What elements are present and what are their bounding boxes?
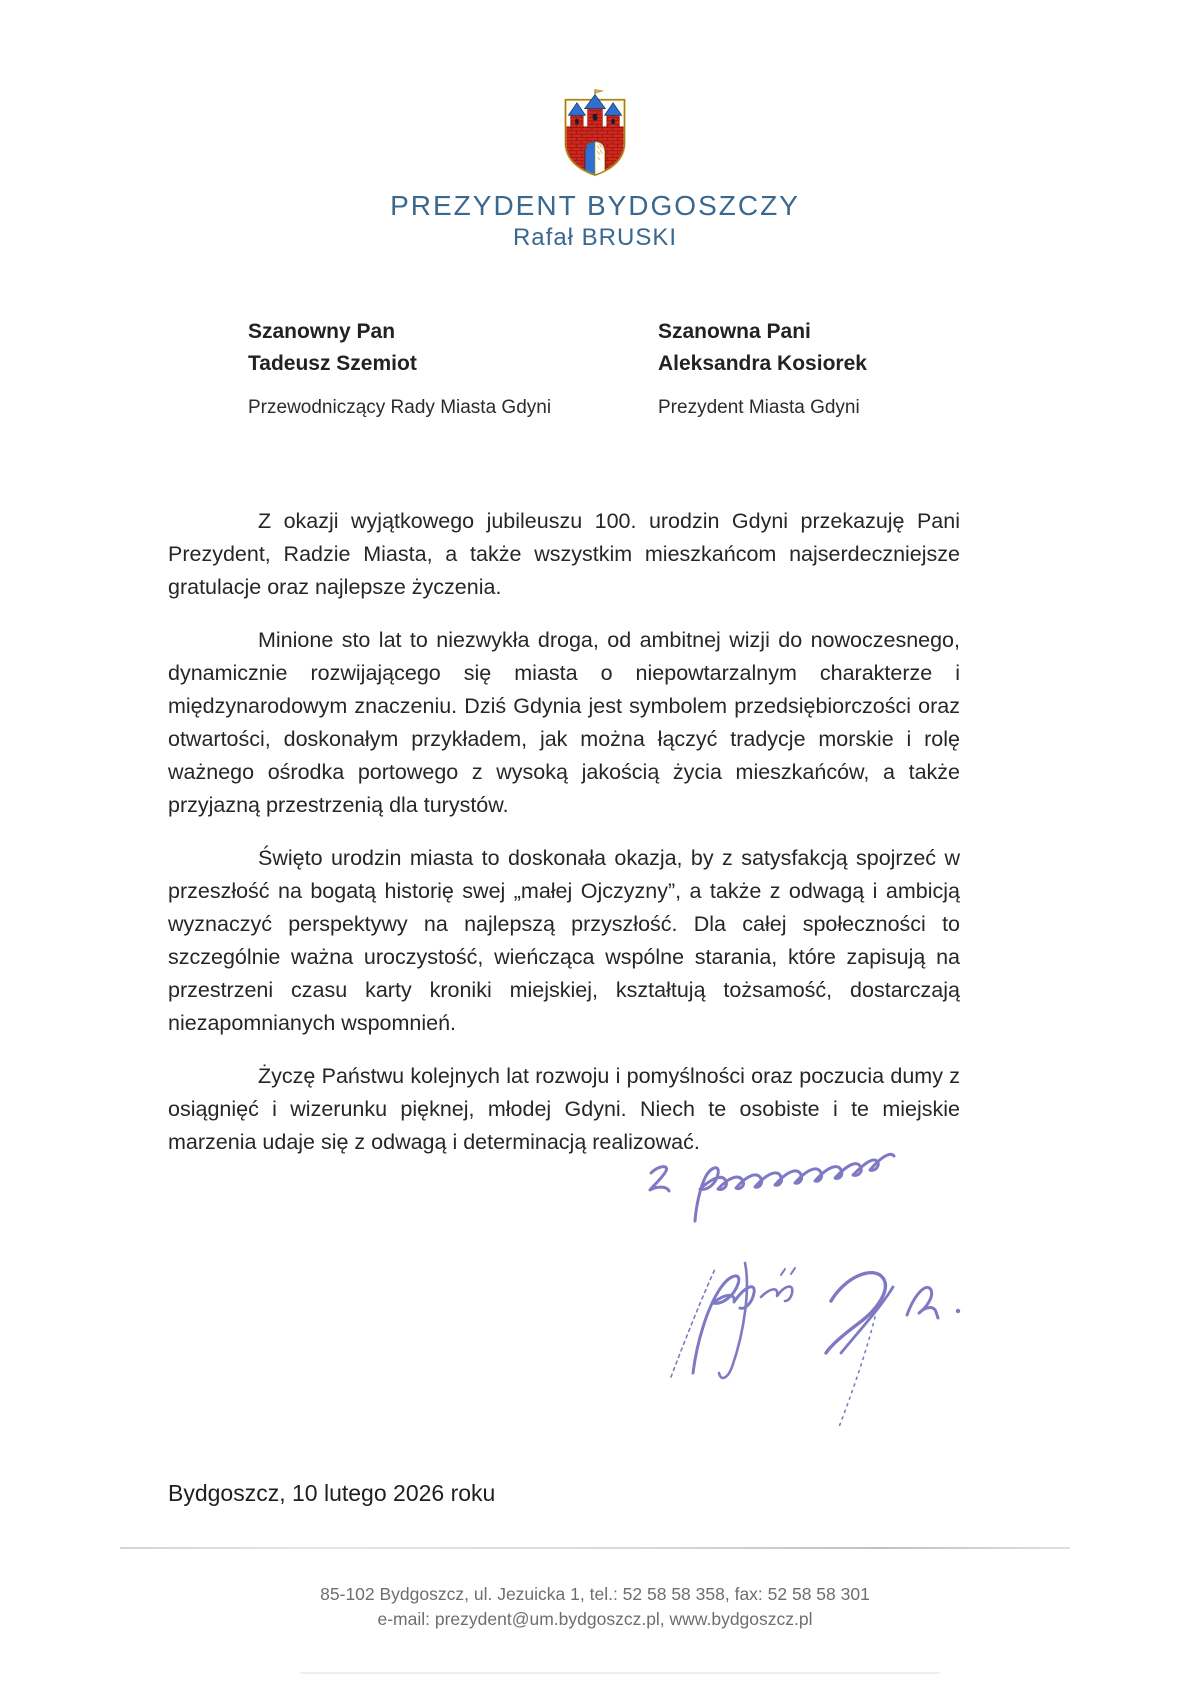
dateline: Bydgoszcz, 10 lutego 2026 roku	[168, 1480, 496, 1506]
recipient-left-title: Przewodniczący Rady Miasta Gdyni	[248, 397, 552, 418]
recipient-right-title: Prezydent Miasta Gdyni	[658, 397, 860, 418]
letterhead-office-title: PREZYDENT BYDGOSZCZY	[390, 190, 800, 221]
scan-edge-artifact	[300, 1672, 940, 1674]
bydgoszcz-crest-icon	[557, 88, 633, 183]
letter-body	[168, 505, 960, 1179]
paragraph-4: Życzę Państwu kolejnych lat rozwoju i pomyślności oraz poczucia dumy z osiągnięć i wizerunku pięknej, młodej Gdyni. Niech te osobiste i te miejskie marzenia udaje się z odwagą i determinacją realizować.	[168, 1064, 960, 1154]
footer-address-line: 85-102 Bydgoszcz, ul. Jezuicka 1, tel.: 52 58 58 358, fax: 52 58 58 301	[320, 1584, 870, 1604]
recipient-left	[248, 316, 648, 419]
footer-contact-line: e-mail: prezydent@um.bydgoszcz.pl, www.bydgoszcz.pl	[377, 1609, 813, 1629]
recipient-left-salutation: Szanowny Pan	[248, 320, 396, 343]
recipient-right-name: Aleksandra Kosiorek	[658, 352, 867, 375]
recipient-left-name: Tadeusz Szemiot	[248, 352, 417, 375]
handwritten-signature	[575, 1125, 1015, 1445]
footer-divider	[120, 1547, 1070, 1549]
paragraph-2: Minione sto lat to niezwykła droga, od ambitnej wizji do nowoczesnego, dynamicznie rozwijającego się miasta o niepowtarzalnym charakterze i międzynarodowym znaczeniu. Dziś Gdynia jest symbolem przedsiębiorczości oraz otwartości, doskonałym przykładem, jak można łączyć tradycje morskie i rolę ważnego ośrodka portowego z wysoką jakością życia mieszkańców, a także przyjazną przestrzenią dla turystów.	[168, 628, 960, 817]
paragraph-3: Święto urodzin miasta to doskonała okazja, by z satysfakcją spojrzeć w przeszłość na bogatą historię swej „małej Ojczyzny”, a także z odwagą i ambicją wyznaczyć perspektywy na najlepszą przyszłość. Dla całej społeczności to szczególnie ważna uroczystość, wieńcząca wspólne starania, które zapisują na przestrzeni czasu karty kroniki miejskiej, kształtują tożsamość, dostarczają niezapomnianych wspomnień.	[168, 846, 960, 1035]
recipient-right-salutation: Szanowna Pani	[658, 320, 811, 343]
footer	[0, 1582, 1190, 1632]
recipient-right	[658, 316, 1058, 419]
letterhead-person-name: Rafał BRUSKI	[512, 224, 678, 251]
paragraph-1: Z okazji wyjątkowego jubileuszu 100. urodzin Gdyni przekazuję Pani Prezydent, Radzie Miasta, a także wszystkim mieszkańcom najserdeczniejsze gratulacje oraz najlepsze życzenia.	[168, 509, 960, 599]
